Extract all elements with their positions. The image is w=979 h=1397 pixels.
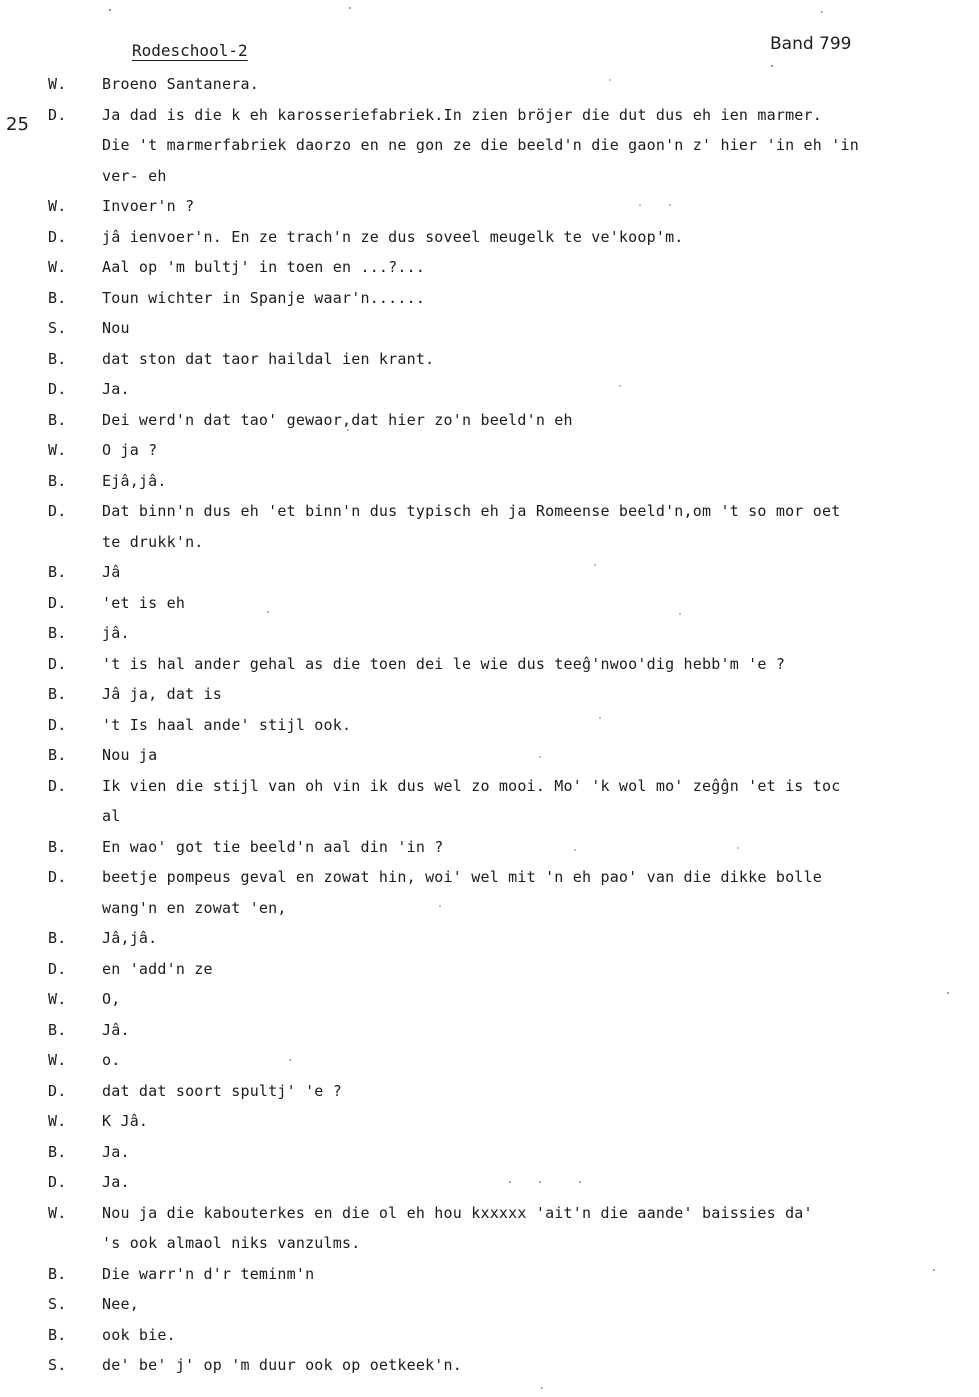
utterance-text: Jâ,jâ.	[102, 929, 158, 947]
utterance-text: jâ.	[102, 624, 130, 642]
utterance-text: te drukk'n.	[102, 533, 204, 551]
utterance-text: Aal op 'm bultj' in toen en ...?...	[102, 258, 426, 276]
speaker-label: B.	[48, 1326, 67, 1344]
transcript-line	[0, 502, 979, 532]
utterance-text: ook bie.	[102, 1326, 176, 1344]
transcript-line	[0, 1143, 979, 1173]
utterance-text: O,	[102, 990, 121, 1008]
utterance-text: Nou ja	[102, 746, 158, 764]
utterance-text: Toun wichter in Spanje waar'n......	[102, 289, 426, 307]
speaker-label: B.	[48, 472, 67, 490]
transcript-line	[0, 655, 979, 685]
transcript-line	[0, 319, 979, 349]
transcript-line	[0, 1265, 979, 1295]
utterance-text: K Jâ.	[102, 1112, 149, 1130]
utterance-text: Ja.	[102, 380, 130, 398]
utterance-text: 'et is eh	[102, 594, 186, 612]
transcript-line	[0, 807, 979, 837]
speaker-label: B.	[48, 746, 67, 764]
speaker-label: D.	[48, 868, 67, 886]
speaker-label: S.	[48, 1356, 67, 1374]
transcript-line	[0, 1234, 979, 1264]
speaker-label: D.	[48, 228, 67, 246]
utterance-text: 's ook almaol niks vanzulms.	[102, 1234, 361, 1252]
utterance-text: de' be' j' op 'm duur ook op oetkeek'n.	[102, 1356, 462, 1374]
speaker-label: B.	[48, 929, 67, 947]
transcript-line	[0, 624, 979, 654]
transcript-line	[0, 685, 979, 715]
transcript-line	[0, 106, 979, 136]
transcript-line	[0, 1082, 979, 1112]
speaker-label: W.	[48, 258, 67, 276]
transcript-line	[0, 1051, 979, 1081]
transcript-line	[0, 472, 979, 502]
transcript-line	[0, 1295, 979, 1325]
transcript-line	[0, 228, 979, 258]
transcript-line	[0, 1173, 979, 1203]
utterance-text: Nee,	[102, 1295, 139, 1313]
transcript-line	[0, 1204, 979, 1234]
speaker-label: B.	[48, 685, 67, 703]
speaker-label: W.	[48, 197, 67, 215]
transcript-line	[0, 197, 979, 227]
speaker-label: B.	[48, 1143, 67, 1161]
utterance-text: Ja dad is die k eh karosseriefabriek.In zien bröjer die dut dus eh ien marmer.	[102, 106, 822, 124]
transcript-line	[0, 1112, 979, 1142]
utterance-text: Jâ ja, dat is	[102, 685, 222, 703]
speaker-label: B.	[48, 1021, 67, 1039]
speaker-label: B.	[48, 563, 67, 581]
transcript-line	[0, 411, 979, 441]
utterance-text: al	[102, 807, 121, 825]
tape-number: Band 799	[770, 34, 852, 54]
utterance-text: o.	[102, 1051, 121, 1069]
transcript-line	[0, 1356, 979, 1386]
transcript-line	[0, 533, 979, 563]
utterance-text: Ja.	[102, 1143, 130, 1161]
transcript-line	[0, 899, 979, 929]
transcript-line	[0, 594, 979, 624]
speaker-label: B.	[48, 289, 67, 307]
transcript-line	[0, 1326, 979, 1356]
utterance-text: beetje pompeus geval en zowat hin, woi' wel mit 'n eh pao' van die dikke bolle	[102, 868, 822, 886]
speaker-label: W.	[48, 990, 67, 1008]
transcript-line	[0, 868, 979, 898]
speaker-label: D.	[48, 960, 67, 978]
utterance-text: Nou	[102, 319, 130, 337]
speaker-label: D.	[48, 106, 67, 124]
utterance-text: Jâ	[102, 563, 121, 581]
transcript-line	[0, 380, 979, 410]
transcript-line	[0, 350, 979, 380]
transcript-line	[0, 990, 979, 1020]
speaker-label: B.	[48, 350, 67, 368]
transcript-line	[0, 929, 979, 959]
margin-page-number: 25	[6, 114, 29, 135]
speaker-label: B.	[48, 838, 67, 856]
utterance-text: Dat binn'n dus eh 'et binn'n dus typisch eh ja Romeense beeld'n,om 't so mor oet	[102, 502, 841, 520]
speaker-label: D.	[48, 380, 67, 398]
transcript-line	[0, 1021, 979, 1051]
utterance-text: Ja.	[102, 1173, 130, 1191]
transcript-line	[0, 136, 979, 166]
speaker-label: B.	[48, 1265, 67, 1283]
utterance-text: Nou ja die kabouterkes en die ol eh hou kxxxxx 'ait'n die aande' baissies da'	[102, 1204, 813, 1222]
speaker-label: W.	[48, 1204, 67, 1222]
speaker-label: B.	[48, 411, 67, 429]
transcript-line	[0, 960, 979, 990]
speaker-label: D.	[48, 655, 67, 673]
transcript-line	[0, 258, 979, 288]
utterance-text: wang'n en zowat 'en,	[102, 899, 287, 917]
speaker-label: D.	[48, 502, 67, 520]
utterance-text: Invoer'n ?	[102, 197, 195, 215]
transcript-line	[0, 75, 979, 105]
utterance-text: en 'add'n ze	[102, 960, 213, 978]
utterance-text: Broeno Santanera.	[102, 75, 259, 93]
speaker-label: D.	[48, 1082, 67, 1100]
transcript-line	[0, 716, 979, 746]
utterance-text: En wao' got tie beeld'n aal din 'in ?	[102, 838, 444, 856]
speaker-label: D.	[48, 594, 67, 612]
utterance-text: jâ ienvoer'n. En ze trach'n ze dus soveel meugelk te ve'koop'm.	[102, 228, 684, 246]
transcript-line	[0, 777, 979, 807]
speaker-label: S.	[48, 1295, 67, 1313]
transcript-line	[0, 838, 979, 868]
transcript-line	[0, 289, 979, 319]
utterance-text: dat dat soort spultj' 'e ?	[102, 1082, 342, 1100]
utterance-text: Ik vien die stijl van oh vin ik dus wel zo mooi. Mo' 'k wol mo' zeĝĝn 'et is toc	[102, 777, 841, 795]
utterance-text: dat ston dat taor haildal ien krant.	[102, 350, 435, 368]
transcript-line	[0, 441, 979, 471]
utterance-text: ver- eh	[102, 167, 167, 185]
speaker-label: D.	[48, 777, 67, 795]
transcript-line	[0, 167, 979, 197]
utterance-text: O ja ?	[102, 441, 158, 459]
utterance-text: Die 't marmerfabriek daorzo en ne gon ze die beeld'n die gaon'n z' hier 'in eh 'in	[102, 136, 859, 154]
speaker-label: W.	[48, 75, 67, 93]
utterance-text: Die warr'n d'r teminm'n	[102, 1265, 315, 1283]
speaker-label: D.	[48, 1173, 67, 1191]
speaker-label: S.	[48, 319, 67, 337]
transcript-line	[0, 746, 979, 776]
speaker-label: D.	[48, 716, 67, 734]
speaker-label: W.	[48, 1051, 67, 1069]
document-title: Rodeschool-2	[132, 41, 248, 60]
speaker-label: B.	[48, 624, 67, 642]
utterance-text: 't is hal ander gehal as die toen dei le wie dus teeĝ'nwoo'dig hebb'm 'e ?	[102, 655, 786, 673]
speaker-label: W.	[48, 1112, 67, 1130]
utterance-text: Dei werd'n dat tao' gewaor,dat hier zo'n beeld'n eh	[102, 411, 573, 429]
transcript-line	[0, 563, 979, 593]
utterance-text: Ejâ,jâ.	[102, 472, 167, 490]
utterance-text: Jâ.	[102, 1021, 130, 1039]
speaker-label: W.	[48, 441, 67, 459]
utterance-text: 't Is haal ande' stijl ook.	[102, 716, 352, 734]
